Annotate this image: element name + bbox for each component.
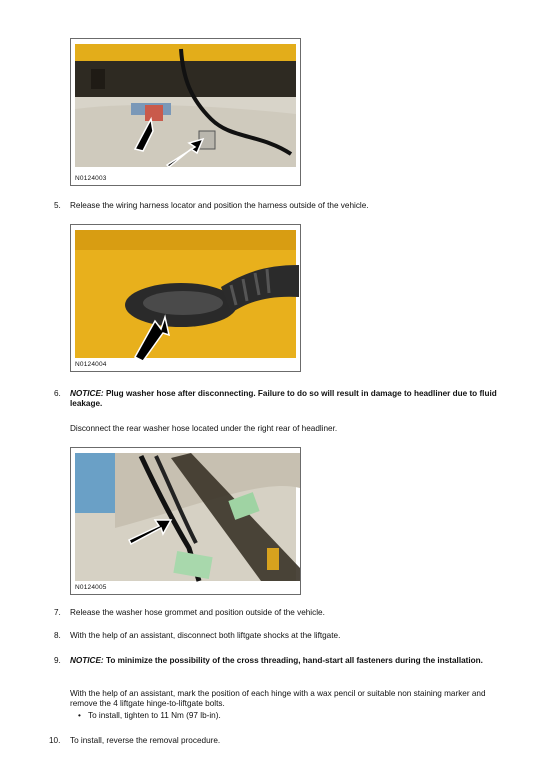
notice-text: Plug washer hose after disconnecting. Failure to do so will result in damage to headliner due to fluid leakage. bbox=[70, 389, 497, 408]
step-6-body: Disconnect the rear washer hose located under the right rear of headliner. bbox=[70, 424, 338, 433]
photo-harness-grommet bbox=[71, 225, 300, 371]
notice-label: NOTICE: bbox=[70, 656, 104, 665]
step-text: Release the washer hose grommet and position outside of the vehicle. bbox=[70, 608, 325, 617]
step-number: 8. bbox=[54, 631, 61, 640]
photo-washer-hose bbox=[71, 448, 300, 594]
bullet-dot-icon: • bbox=[78, 711, 81, 720]
step-notice bbox=[70, 389, 510, 409]
step-9-body: With the help of an assistant, mark the position of each hinge with a wax pencil or suitable non staining marker and remove the 4 liftgate hinge-to-liftgate bolts. bbox=[70, 689, 486, 708]
figure-caption: N0124005 bbox=[75, 584, 107, 591]
step-number: 9. bbox=[54, 656, 61, 665]
step-number: 10. bbox=[49, 736, 61, 745]
step-notice bbox=[70, 656, 510, 666]
step-text: To install, reverse the removal procedure. bbox=[70, 736, 221, 745]
bullet-text: To install, tighten to 11 Nm (97 lb-in). bbox=[88, 711, 221, 720]
photo-harness-connector bbox=[71, 39, 300, 185]
step-text: Release the wiring harness locator and position the harness outside of the vehicle. bbox=[70, 201, 369, 210]
figure-harness-grommet bbox=[70, 224, 301, 372]
notice-label: NOTICE: bbox=[70, 389, 104, 398]
step-number: 5. bbox=[54, 201, 61, 210]
figure-washer-hose bbox=[70, 447, 301, 595]
figure-caption: N0124004 bbox=[75, 361, 107, 368]
figure-caption: N0124003 bbox=[75, 175, 107, 182]
notice-text: To minimize the possibility of the cross threading, hand-start all fasteners during the installation. bbox=[103, 656, 483, 665]
step-text: With the help of an assistant, disconnect both liftgate shocks at the liftgate. bbox=[70, 631, 341, 640]
step-number: 7. bbox=[54, 608, 61, 617]
step-number: 6. bbox=[54, 389, 61, 398]
step-9-bullet bbox=[78, 711, 221, 721]
figure-harness-connector bbox=[70, 38, 301, 186]
